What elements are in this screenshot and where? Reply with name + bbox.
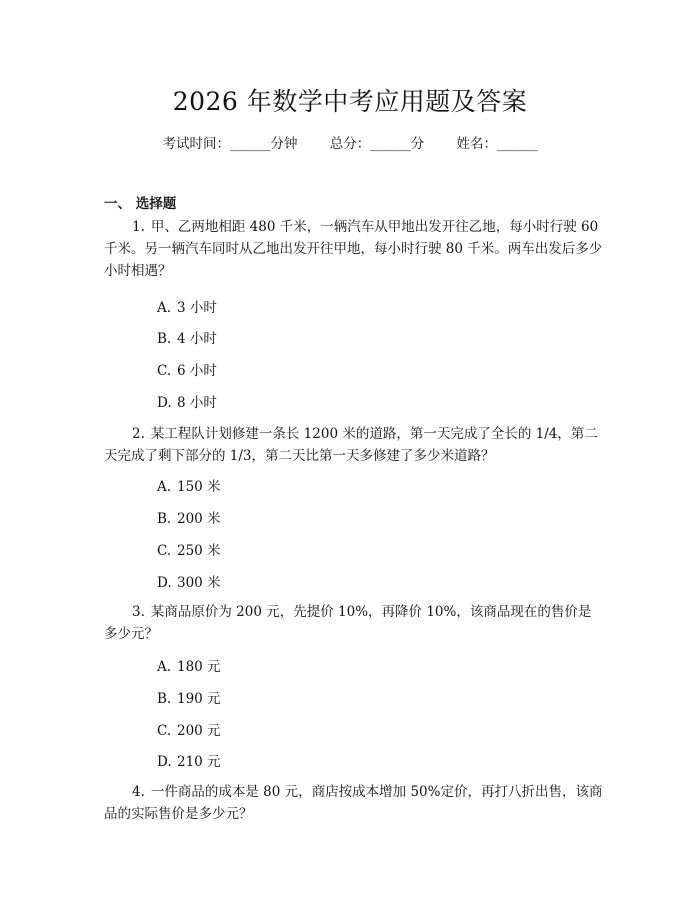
student-name-label: 姓名： <box>456 136 498 152</box>
exam-time-blank: ______ <box>229 136 271 152</box>
exam-time-field <box>162 132 297 152</box>
option-text: 210 元 <box>177 754 221 770</box>
option-letter: C. <box>157 543 172 559</box>
option-letter: B. <box>157 331 172 347</box>
option-text: 4 小时 <box>177 331 217 347</box>
option-text: 6 小时 <box>177 363 217 379</box>
student-name-blank: ______ <box>497 136 538 152</box>
q2-option-d <box>157 571 221 591</box>
total-score-unit: 分 <box>410 136 425 152</box>
page-title: 2026 年数学中考应用题及答案 <box>172 87 528 116</box>
option-letter: D. <box>157 575 172 591</box>
question-number: 1. <box>132 219 145 235</box>
question-number: 4. <box>132 784 145 800</box>
q2-option-b <box>157 507 221 527</box>
option-text: 300 米 <box>177 575 221 591</box>
option-text: 190 元 <box>177 691 221 707</box>
q3-option-b <box>157 687 221 707</box>
option-text: 200 米 <box>177 511 221 527</box>
option-letter: A. <box>157 659 172 675</box>
q2-option-c <box>157 539 221 559</box>
question-text: 甲、乙两地相距 480 千米，一辆汽车从甲地出发开往乙地，每小时行驶 60 千米。另一辆汽车同时从乙地出发开往甲地，每小时行驶 80 千米。两车出发后多少小时相遇？ <box>104 219 603 279</box>
q1-option-d <box>157 391 217 411</box>
option-text: 8 小时 <box>177 395 217 411</box>
exam-time-unit: 分钟 <box>270 136 298 152</box>
option-letter: B. <box>157 691 172 707</box>
q1-option-b <box>157 327 217 347</box>
question-text: 某商品原价为 200 元，先提价 10%，再降价 10%，该商品现在的售价是多少元？ <box>104 604 592 642</box>
q2-option-a <box>157 475 221 495</box>
option-letter: A. <box>157 300 172 316</box>
option-text: 150 米 <box>177 479 221 495</box>
q1-option-c <box>157 359 217 379</box>
option-letter: A. <box>157 479 172 495</box>
total-score-blank: ______ <box>370 136 411 152</box>
option-letter: D. <box>157 754 172 770</box>
total-score-field <box>330 132 425 152</box>
question-3 <box>104 601 604 645</box>
question-2 <box>104 423 604 467</box>
q3-option-a <box>157 655 221 675</box>
exam-info-line <box>0 132 700 152</box>
student-name-field <box>457 132 538 152</box>
q1-option-a <box>157 296 217 316</box>
option-text: 3 小时 <box>177 300 217 316</box>
option-letter: C. <box>157 723 172 739</box>
total-score-label: 总分： <box>329 136 371 152</box>
question-text: 一件商品的成本是 80 元，商店按成本增加 50%定价，再打八折出售，该商品的实际售价是多少元？ <box>104 784 603 822</box>
option-text: 250 米 <box>177 543 221 559</box>
question-4 <box>104 781 604 825</box>
option-text: 180 元 <box>177 659 221 675</box>
section-heading: 一、 选择题 <box>104 196 177 212</box>
option-letter: B. <box>157 511 172 527</box>
question-number: 2. <box>132 426 145 442</box>
option-letter: C. <box>157 363 172 379</box>
option-text: 200 元 <box>177 723 221 739</box>
option-letter: D. <box>157 395 172 411</box>
question-number: 3. <box>132 604 145 620</box>
question-1 <box>104 216 604 282</box>
question-text: 某工程队计划修建一条长 1200 米的道路，第一天完成了全长的 1/4，第二天完成了剩下部分的 1/3，第二天比第一天多修建了多少米道路？ <box>104 426 598 464</box>
q3-option-c <box>157 719 221 739</box>
q3-option-d <box>157 750 221 770</box>
exam-time-label: 考试时间： <box>162 136 230 152</box>
